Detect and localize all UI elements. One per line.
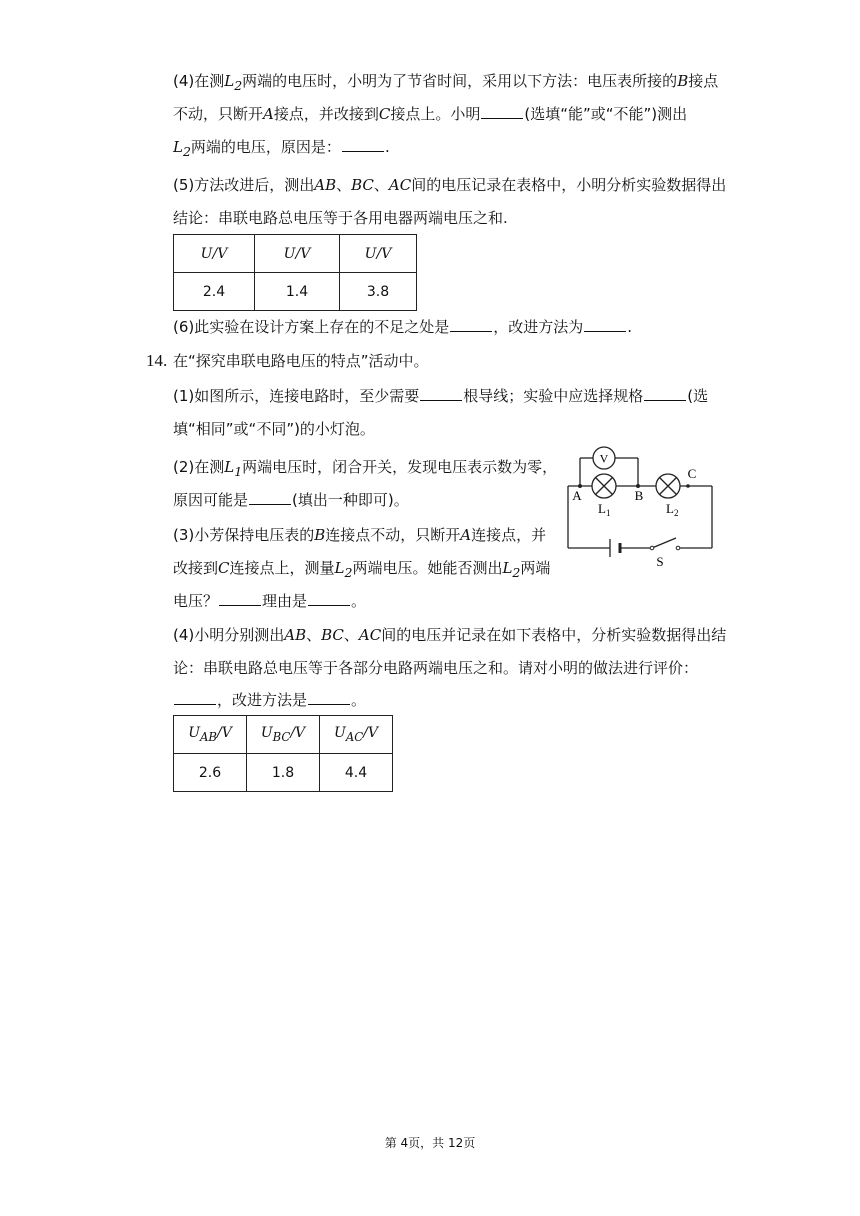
math-BC: BC — [321, 626, 344, 644]
text: . — [384, 138, 390, 156]
text: 两端的电压，原因是： — [190, 138, 341, 156]
text: 不动，只断开 — [173, 105, 264, 123]
table-header: U/V — [340, 235, 417, 273]
q14-p3-line2 — [173, 557, 550, 584]
text: 根导线；实验中应选择规格 — [463, 387, 644, 405]
text: 论：串联电路总电压等于各部分电路两端电压之和。请对小明的做法进行评价： — [173, 659, 699, 677]
label-a: A — [572, 488, 582, 503]
text: 在“探究串联电路电压的特点”活动中。 — [173, 352, 429, 370]
table-row — [174, 273, 417, 311]
text: (填出一种即可)。 — [292, 491, 409, 509]
math-L2: $L_2$ — [173, 138, 191, 159]
table-row — [174, 716, 393, 754]
text: 间的电压记录在表格中，小明分析实验数据得出 — [411, 176, 727, 194]
junction-c — [686, 484, 690, 488]
text: 接点 — [688, 72, 719, 90]
text: 连接点不动，只断开 — [325, 526, 461, 544]
text: 两端电压。她能否测出 — [352, 559, 503, 577]
table-row — [174, 754, 393, 792]
table-header: $U_{AB}/V$ — [174, 716, 247, 754]
math-L2: $L_2$ — [224, 72, 243, 93]
math-L2: $L_2$ — [502, 559, 521, 580]
text: (5)方法改进后，测出 — [173, 176, 315, 194]
label-s: S — [656, 554, 664, 569]
table-header: $U_{BC}/V$ — [247, 716, 320, 754]
math-A: A — [460, 526, 472, 544]
answer-blank[interactable] — [174, 690, 216, 705]
table-row — [174, 235, 417, 273]
math-AC: AC — [358, 626, 382, 644]
switch-lever — [652, 538, 676, 548]
page-footer: 第 4页，共 12页 — [384, 1136, 476, 1150]
text: (选 — [687, 387, 709, 405]
answer-blank[interactable] — [342, 137, 384, 152]
text: 接点上。小明 — [390, 105, 481, 123]
part4-line1 — [173, 70, 718, 97]
text: ，改进方法为 — [493, 318, 584, 336]
text: 填“相同”或“不同”)的小灯泡。 — [173, 420, 375, 438]
answer-blank[interactable] — [584, 317, 626, 332]
q14-p1-line1 — [173, 385, 708, 407]
q14-p4-line1: (4)小明分别测出AB、BC、AC间的电压并记录在如下表格中，分析实验数据得出结 — [173, 626, 727, 644]
part4-line3 — [173, 136, 390, 163]
answer-blank[interactable] — [308, 591, 350, 606]
table1 — [173, 234, 417, 311]
text: (2)在测 — [173, 458, 225, 476]
table-cell: 3.8 — [340, 273, 417, 311]
text: 。 — [351, 691, 367, 709]
q14-p4-line3 — [173, 689, 366, 711]
math-AC: AC — [388, 176, 412, 194]
label-b: B — [634, 488, 644, 503]
label-c: C — [687, 466, 697, 481]
answer-blank[interactable] — [308, 690, 350, 705]
switch-contact — [650, 546, 654, 550]
text: 改接到 — [173, 559, 219, 577]
table-cell: 2.6 — [174, 754, 247, 792]
text: 间的电压并记录在如下表格中，分析实验数据得出结 — [381, 626, 727, 644]
text: (4)在测 — [173, 72, 225, 90]
text: (选填“能”或“不能”)测出 — [524, 105, 688, 123]
text: ，改进方法是 — [217, 691, 308, 709]
math-L2: $L_2$ — [334, 559, 353, 580]
q14-p4-line2 — [173, 657, 698, 679]
text: 接点，并改接到 — [273, 105, 379, 123]
q14-title — [173, 350, 429, 372]
part6-line — [173, 316, 632, 338]
answer-blank[interactable] — [450, 317, 492, 332]
table-header: U/V — [174, 235, 255, 273]
answer-blank[interactable] — [481, 104, 523, 119]
table-header: U/V — [255, 235, 340, 273]
text: 两端的电压时，小明为了节省时间，采用以下方法：电压表所接的 — [242, 72, 678, 90]
circuit-diagram — [560, 440, 720, 570]
question-number: 14. — [146, 351, 168, 370]
switch-contact — [676, 546, 680, 550]
label-l1: $L_1$ — [598, 501, 611, 518]
math-AB: AB — [314, 176, 337, 194]
q14-p2-line1 — [173, 456, 557, 483]
text: (6)此实验在设计方案上存在的不足之处是 — [173, 318, 450, 336]
text: 原因可能是 — [173, 491, 249, 509]
text: (4)小明分别测出 — [173, 626, 285, 644]
text: 连接点，并 — [471, 526, 547, 544]
table-cell: 4.4 — [320, 754, 393, 792]
text: 电压？ — [173, 592, 219, 610]
text: 两端电压时，闭合开关，发现电压表示数为零， — [242, 458, 558, 476]
table-cell: 2.4 — [174, 273, 255, 311]
table-header: $U_{AC}/V$ — [320, 716, 393, 754]
label-l2: $L_2$ — [666, 501, 679, 518]
part5-line1: (5)方法改进后，测出AB、BC、AC间的电压记录在表格中，小明分析实验数据得出 — [173, 176, 727, 194]
math-AB: AB — [284, 626, 307, 644]
table-cell: 1.8 — [247, 754, 320, 792]
text: 。 — [351, 592, 367, 610]
part5-line2 — [173, 207, 508, 229]
text: 结论：串联电路总电压等于各用电器两端电压之和. — [173, 209, 508, 227]
text: (1)如图所示，连接电路时，至少需要 — [173, 387, 420, 405]
math-B: B — [314, 526, 326, 544]
text: (3)小芳保持电压表的 — [173, 526, 315, 544]
answer-blank[interactable] — [249, 490, 291, 505]
text: 理由是 — [262, 592, 308, 610]
q14-p3-line1 — [173, 524, 546, 546]
math-C: C — [378, 105, 391, 123]
math-BC: BC — [351, 176, 374, 194]
table2 — [173, 715, 393, 792]
q14-p1-line2 — [173, 418, 375, 440]
q14-p3-line3 — [173, 590, 366, 612]
math-L1: $L_1$ — [224, 458, 243, 479]
text: 两端 — [520, 559, 551, 577]
math-B: B — [677, 72, 689, 90]
answer-blank[interactable] — [420, 386, 462, 401]
answer-blank[interactable] — [219, 591, 261, 606]
part4-line2 — [173, 103, 687, 125]
table-cell: 1.4 — [255, 273, 340, 311]
q14-p2-line2 — [173, 489, 409, 511]
answer-blank[interactable] — [644, 386, 686, 401]
math-A: A — [263, 105, 274, 123]
math-C: C — [218, 559, 230, 577]
text: 连接点上，测量 — [229, 559, 335, 577]
voltmeter-label: V — [599, 451, 609, 466]
text: . — [627, 318, 633, 336]
